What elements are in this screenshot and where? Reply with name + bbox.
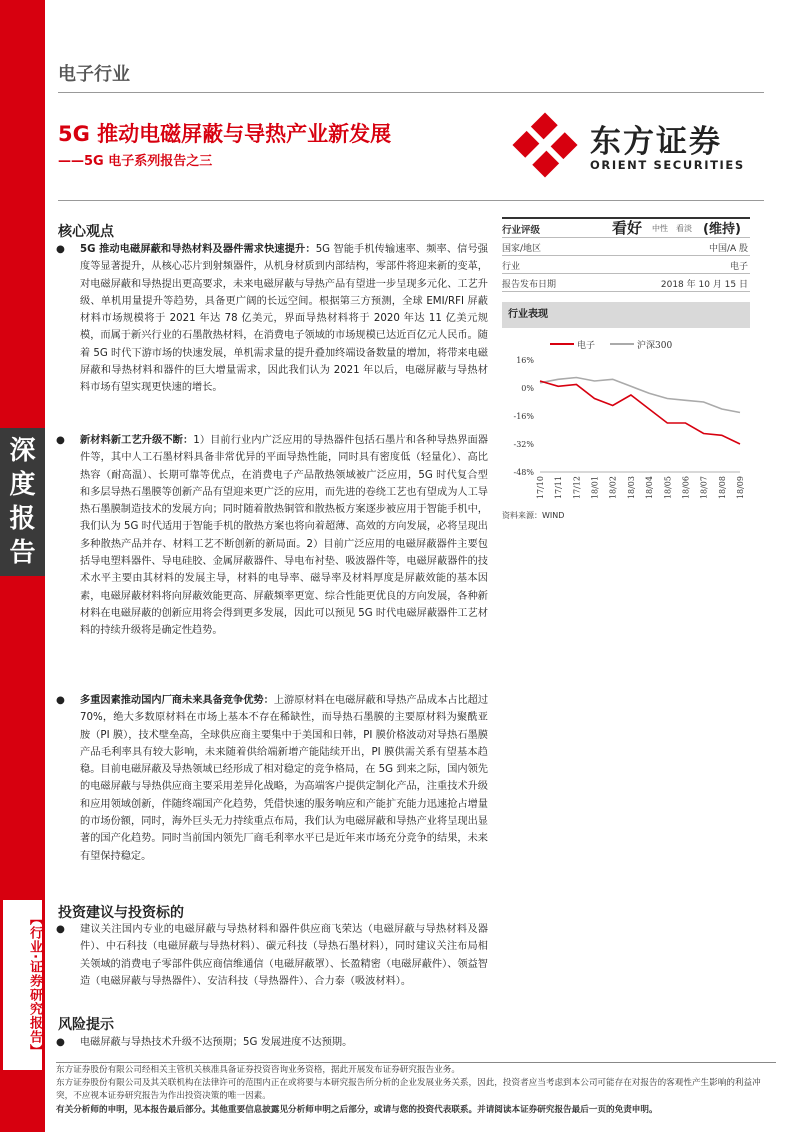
title-divider xyxy=(58,200,764,201)
rating-row-key: 国家/地区 xyxy=(502,244,542,254)
risk-item xyxy=(56,1034,488,1051)
core-item-2-lead: 新材料新工艺升级不断： xyxy=(80,435,194,446)
rating-row-value: 2018 年 10 月 15 日 xyxy=(660,280,748,290)
rating-row-key: 行业 xyxy=(502,262,521,272)
core-item-2 xyxy=(56,432,488,640)
invest-text: 建议关注国内专业的电磁屏蔽与导热材料和器件供应商飞荣达（电磁屏蔽与导热材料及器件）、中石科技（电磁屏蔽与导热材料）、碳元科技（导热石墨材料），同时建议关注布局相关领域的消费电子零部件供应商信维通信（电磁屏蔽罩）、长盈精密（电磁屏蔽件）、领益智造（电磁屏蔽与导热器件）、安洁科技（导热器件）、合力泰（吸波材料）。 xyxy=(80,924,488,987)
y-tick-label: 0% xyxy=(521,384,534,393)
footer-line-3: 有关分析师的申明，见本报告最后部分。其他重要信息披露见分析师申明之后部分，或请与您的投资代表联系。并请阅读本证券研究报告最后一页的免责申明。 xyxy=(56,1105,658,1115)
x-tick-label: 18/01 xyxy=(590,476,600,500)
x-tick-label: 18/09 xyxy=(736,476,745,500)
footer-line-2: 东方证券股份有限公司及其关联机构在法律许可的范围内正在或将要与本研究报告所分析的企业发展业务关系，因此，投资者应当考虑到本公司可能存在对报告的客观性产生影响的利益冲突，不应视本证券研究报告为作出投资决策的唯一因素。 xyxy=(56,1078,761,1101)
legend-label: 电子 xyxy=(577,341,596,351)
rating-option-neutral: 中性 xyxy=(652,224,668,233)
x-tick-label: 18/05 xyxy=(663,476,673,500)
rating-divider xyxy=(502,237,750,238)
rating-row-value: 电子 xyxy=(729,262,748,272)
y-tick-label: -48% xyxy=(513,468,534,477)
sidebar-report-type: 深 度 报 告 xyxy=(9,436,36,568)
rating-value: 看好 xyxy=(612,219,643,237)
bullet-icon: ● xyxy=(56,244,65,255)
rating-row-key: 报告发布日期 xyxy=(502,280,557,290)
core-item-3-text: 上游原材料在电磁屏蔽和导热产品成本占比超过 70%，绝大多数原材料在市场上基本不存在稀缺性，而导热石墨膜的主要原材料为聚酰亚胺（PI 膜），技术壁垒高，全球供应商主要集中于美国和日韩，PI 膜价格波动对导热石墨膜产品毛利率具有较大影响，未来随着供给端新增产能陆续开出，PI 膜供需关系有望基本趋稳。目前电磁屏蔽及导热领域已经形成了相对稳定的竞争格局，在 5G 到来之际，国内领先的电磁屏蔽与导热供应商主要采用差异化战略，为高端客户提供定制化产品，注重技术升级和应用领域创新，伴随终端国产化趋势，凭借快速的服务响应和产能扩充能力迅速抢占增量的市场份额，同时，海外巨头无力持续重点布局，我们认为电磁屏蔽和导热产业将呈现出显著的国产化趋势。同时当前国内领先厂商毛利率水平已是近年来市场充分竞争的结果，未来有望保持稳定。 xyxy=(80,695,489,862)
performance-heading: 行业表现 xyxy=(502,302,750,328)
rating-divider xyxy=(502,273,750,274)
logo-english-name: ORIENT SECURITIES xyxy=(590,158,745,172)
core-item-1-text: 5G 智能手机传输速率、频率、信号强度等显著提升，从核心芯片到射频器件，从机身材质到内部结构，零部件将迎来新的变革，对电磁屏蔽和导热提出更高要求，未来电磁屏蔽与导热产品有望进一步呈现多元化、工艺升级、单机用量提升等趋势，具备更广阔的长远空间。根据第三方预测，全球 EMI/RFI 屏蔽材料市场规模将于 2021 年达 78 亿美元，界面导热材料将于 2020 年达 11 亿美元规模，而属于新兴行业的石墨散热材料，在消费电子领域的市场规模已达近百亿元人民币。随着 5G 时代下游市场的快速发展，单机需求量的提升叠加终端设备数量的增加，将带来电磁屏蔽和导热材料和器件的巨大增量需求，因此我们认为 2021 年以后，电磁屏蔽与导热材料市场有望实现更快速的增长。 xyxy=(80,244,488,394)
risk-heading: 风险提示 xyxy=(58,1017,114,1033)
x-tick-label: 17/11 xyxy=(554,476,564,500)
core-heading: 核心观点 xyxy=(58,224,114,240)
report-title: 5G 推动电磁屏蔽与导热产业新发展 xyxy=(58,122,392,146)
rating-label: 行业评级 xyxy=(502,225,541,236)
bullet-icon: ● xyxy=(56,695,65,706)
core-item-3 xyxy=(56,692,488,865)
y-tick-label: -32% xyxy=(513,440,534,449)
x-tick-label: 18/06 xyxy=(681,476,691,500)
x-tick-label: 17/10 xyxy=(536,476,545,500)
bullet-icon: ● xyxy=(56,1037,65,1048)
risk-text: 电磁屏蔽与导热技术升级不达预期；5G 发展进度不达预期。 xyxy=(80,1037,353,1048)
sidebar-sub-label: 【行业·证券研究报告】 xyxy=(27,912,42,1058)
x-tick-label: 18/07 xyxy=(699,476,709,500)
rating-divider xyxy=(502,255,750,256)
invest-item xyxy=(56,921,488,990)
logo-mark-icon xyxy=(510,110,580,180)
logo-chinese-name: 东方证券 xyxy=(590,124,722,160)
core-item-3-lead: 多重因素推动国内厂商未来具备竞争优势： xyxy=(80,695,274,706)
rating-row-value: 中国/A 股 xyxy=(708,244,748,254)
bullet-icon: ● xyxy=(56,435,65,446)
report-subtitle: ——5G 电子系列报告之三 xyxy=(58,154,213,169)
bullet-icon: ● xyxy=(56,924,65,935)
rating-status: (维持) xyxy=(703,222,741,237)
series-line xyxy=(540,378,740,413)
core-item-2-text: 1）目前行业内广泛应用的导热器件包括石墨片和各种导热界面器件等，其中人工石墨材料具备非常优异的平面导热性能，同时具有密度低（轻量化）、高比热容（耐高温）、长期可靠等优点，在消费电子产品散热领域被广泛应用，5G 时代复合型和多层导热石墨膜等创新产品有望迎来更广泛的应用，而先进的卷绕工艺也有望成为人工导热石墨膜制造技术的发展方向；同时随着散热铜管和散热板方案逐步被应用于智能手机中，我们认为 5G 时代适用于智能手机的散热方案也将向着超薄、高效的方向发展，必将呈现出多种散热产品并存、材料工艺不断创新的新局面。2）目前广泛应用的电磁屏蔽器件主要包括导电塑料器件、导电硅胶、金属屏蔽器件、导电布衬垫、吸波器件等，电磁屏蔽器件的技术水平主要由其材料的发展主导，材料的电导率、磁导率及材料厚度是屏蔽效能的基本因素，电磁屏蔽材料将向屏蔽效能更高、屏蔽频率更宽、综合性能更优良的方向发展，各种新材料在电磁屏蔽的创新应用将会得到更多发展，因此可以预见 5G 时代电磁屏蔽器件工艺材料的持续升级将是确定性趋势。 xyxy=(80,435,488,637)
chart-source: 资料来源：WIND xyxy=(502,511,565,520)
y-tick-label: 16% xyxy=(516,356,534,365)
y-tick-label: -16% xyxy=(513,412,534,421)
brand-logo xyxy=(510,110,760,180)
x-tick-label: 18/03 xyxy=(626,476,636,500)
industry-label: 电子行业 xyxy=(58,64,130,85)
x-tick-label: 18/08 xyxy=(717,476,727,500)
legend-label: 沪深300 xyxy=(637,341,673,351)
x-tick-label: 18/02 xyxy=(608,476,618,500)
invest-heading: 投资建议与投资标的 xyxy=(58,905,184,921)
header-divider xyxy=(58,92,764,93)
rating-option-negative: 看淡 xyxy=(676,224,692,233)
footer-divider xyxy=(56,1062,776,1063)
rating-divider xyxy=(502,291,750,292)
core-item-1-lead: 5G 推动电磁屏蔽和导热材料及器件需求快速提升： xyxy=(80,244,316,255)
core-item-1 xyxy=(56,241,488,397)
footer-line-1: 东方证券股份有限公司经相关主管机关核准具备证券投资咨询业务资格，据此开展发布证券研究报告业务。 xyxy=(56,1065,460,1075)
x-tick-label: 18/04 xyxy=(645,476,655,500)
x-tick-label: 17/12 xyxy=(572,476,582,500)
performance-chart xyxy=(500,330,752,510)
